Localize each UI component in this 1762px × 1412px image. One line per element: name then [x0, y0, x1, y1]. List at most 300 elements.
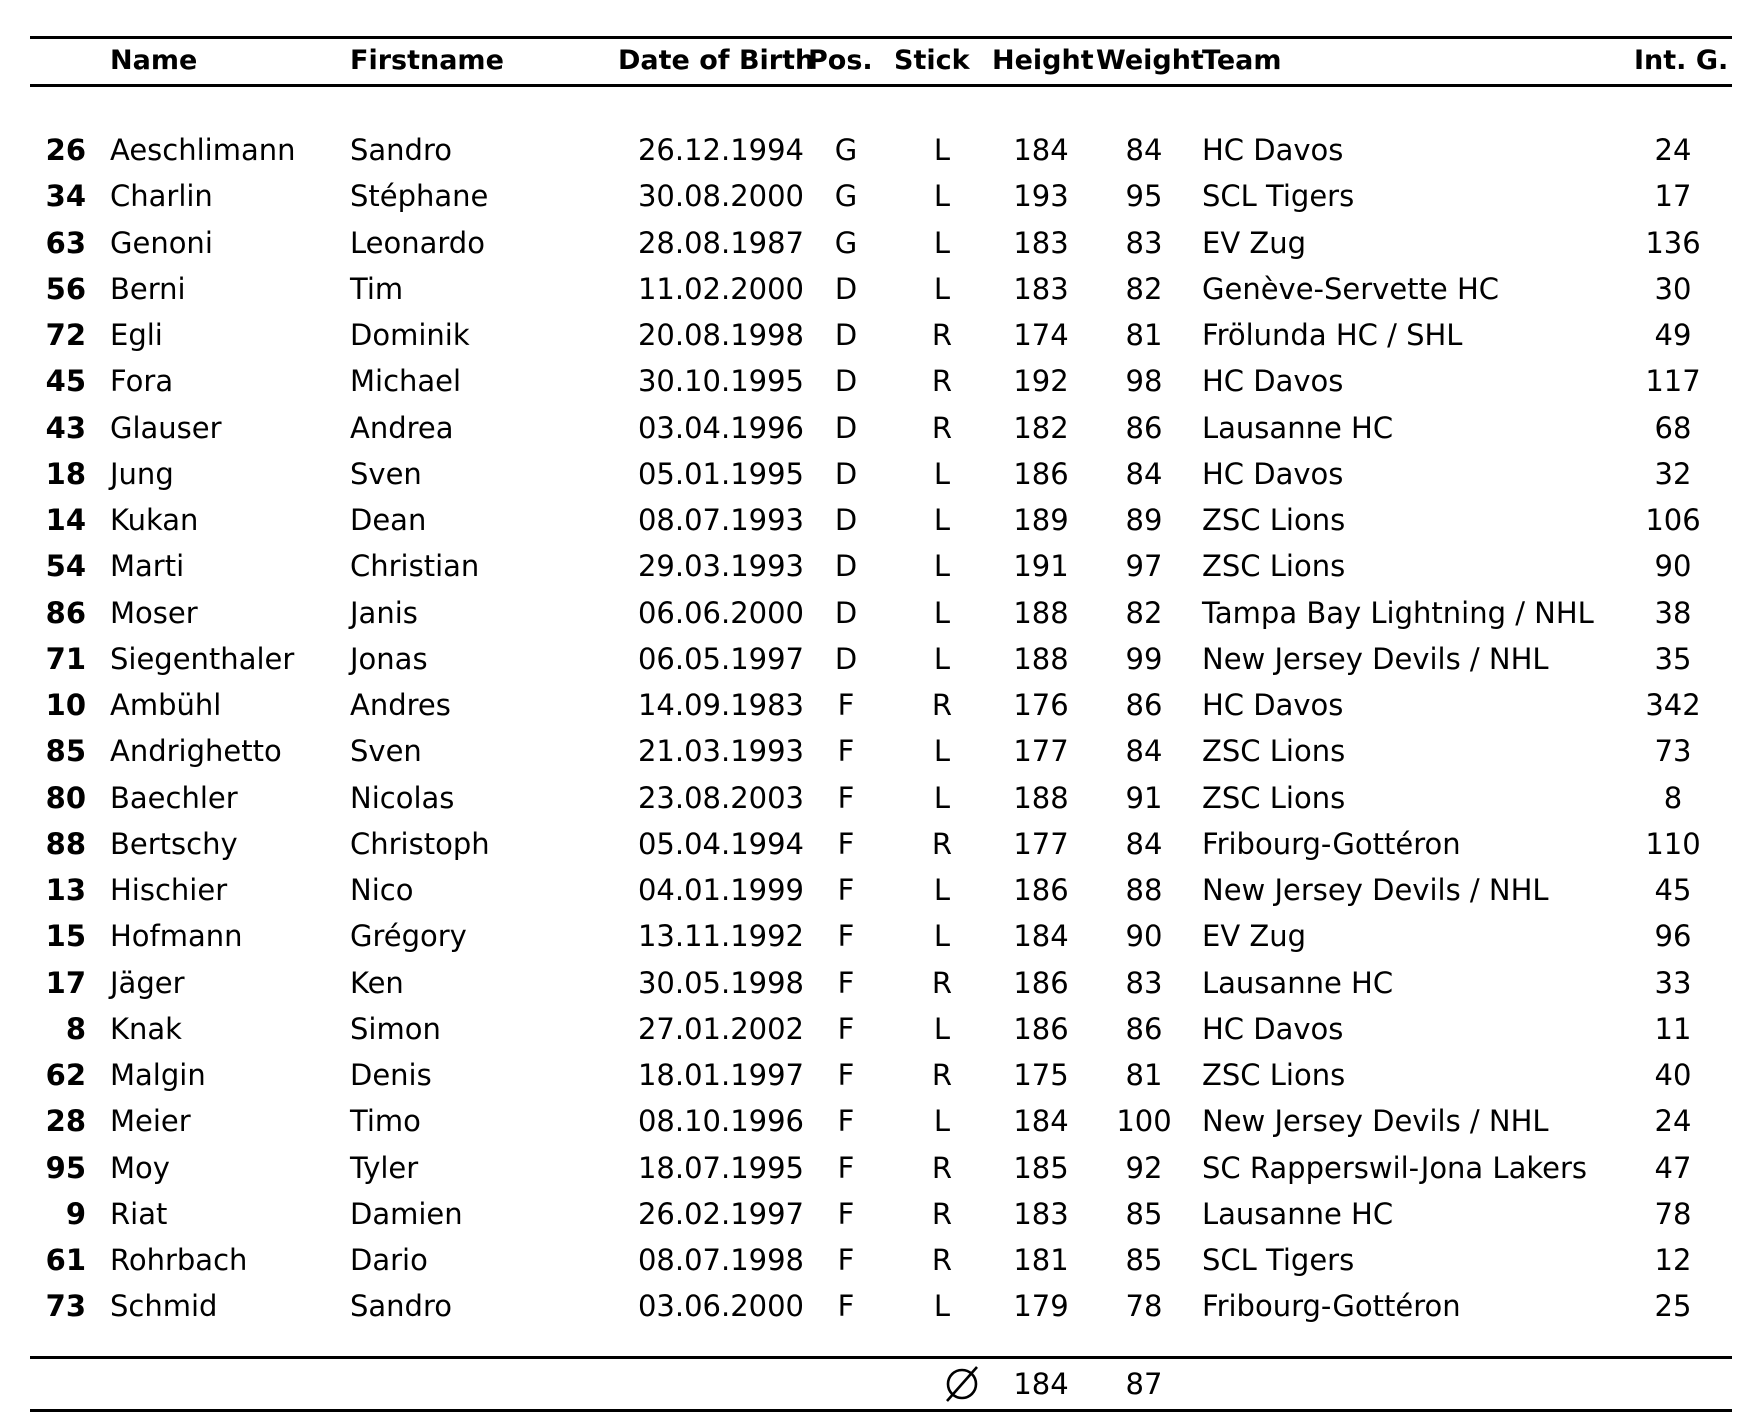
table-row	[30, 1006, 1732, 1052]
player-weight: 95	[1125, 179, 1163, 214]
player-height: 184	[1013, 1104, 1069, 1139]
player-weight: 82	[1125, 271, 1163, 306]
player-firstname: Sven	[350, 734, 422, 769]
player-team: Lausanne HC	[1202, 1196, 1394, 1231]
player-height: 183	[1013, 1196, 1069, 1231]
player-firstname: Jonas	[350, 641, 428, 676]
player-number: 9	[65, 1196, 86, 1231]
player-team: EV Zug	[1202, 225, 1307, 260]
header-team: Team	[1202, 45, 1282, 76]
average-weight: 87	[1125, 1367, 1163, 1401]
player-height: 186	[1013, 965, 1069, 1000]
player-name: Berni	[110, 271, 186, 306]
player-intg: 38	[1654, 595, 1692, 630]
header-row	[30, 38, 1732, 84]
player-position: D	[834, 549, 858, 584]
header-weight: Weight	[1096, 45, 1204, 76]
player-height: 176	[1013, 688, 1069, 722]
player-position: F	[837, 1243, 855, 1277]
header-stick: Stick	[894, 45, 970, 76]
player-firstname: Sandro	[350, 1289, 452, 1324]
player-intg: 106	[1645, 503, 1701, 537]
player-name: Hischier	[110, 873, 228, 907]
player-position: D	[834, 364, 858, 399]
player-intg: 49	[1654, 318, 1692, 352]
player-dob: 13.11.1992	[637, 919, 804, 954]
player-dob: 26.12.1994	[637, 133, 804, 167]
player-number: 61	[45, 1243, 86, 1277]
player-stick: L	[933, 595, 951, 630]
player-height: 188	[1013, 641, 1069, 676]
player-number: 8	[65, 1011, 86, 1046]
player-firstname: Sven	[350, 456, 422, 491]
player-team: Fribourg-Gottéron	[1202, 826, 1461, 861]
player-dob: 23.08.2003	[637, 780, 804, 815]
player-team: HC Davos	[1202, 456, 1344, 491]
table-row	[30, 1052, 1732, 1098]
player-height: 188	[1013, 595, 1069, 630]
player-firstname: Leonardo	[350, 225, 485, 260]
player-position: F	[837, 1289, 855, 1324]
player-height: 183	[1013, 225, 1069, 260]
player-number: 86	[45, 595, 86, 630]
player-number: 85	[45, 734, 86, 769]
player-position: D	[834, 503, 858, 537]
table-row	[30, 543, 1732, 589]
player-intg: 90	[1654, 549, 1692, 584]
player-number: 14	[45, 503, 86, 537]
player-weight: 92	[1125, 1150, 1163, 1185]
player-dob: 30.08.2000	[637, 179, 804, 214]
player-firstname: Dean	[350, 503, 427, 537]
player-position: F	[837, 780, 855, 815]
player-dob: 26.02.1997	[637, 1196, 804, 1231]
player-weight: 83	[1125, 965, 1163, 1000]
player-dob: 08.07.1998	[637, 1243, 804, 1277]
player-stick: L	[933, 919, 951, 954]
player-firstname: Nicolas	[350, 780, 455, 815]
player-firstname: Michael	[350, 364, 462, 399]
player-name: Meier	[110, 1104, 191, 1139]
player-team: ZSC Lions	[1202, 503, 1346, 537]
player-dob: 14.09.1983	[637, 688, 804, 722]
player-team: New Jersey Devils / NHL	[1202, 873, 1549, 907]
player-dob: 05.04.1994	[637, 826, 804, 861]
player-team: New Jersey Devils / NHL	[1202, 641, 1549, 676]
player-team: SCL Tigers	[1202, 1243, 1355, 1277]
player-firstname: Tyler	[350, 1150, 419, 1185]
table-row	[30, 682, 1732, 728]
player-number: 10	[45, 688, 86, 722]
player-stick: L	[933, 780, 951, 815]
table-row	[30, 1191, 1732, 1237]
player-name: Baechler	[110, 780, 238, 815]
player-weight: 97	[1125, 549, 1163, 584]
player-position: G	[834, 225, 858, 260]
table-row	[30, 636, 1732, 682]
player-intg: 11	[1654, 1011, 1692, 1046]
player-position: D	[834, 595, 858, 630]
player-dob: 29.03.1993	[637, 549, 804, 584]
player-firstname: Christoph	[350, 826, 490, 861]
player-dob: 18.07.1995	[637, 1150, 804, 1185]
player-intg: 12	[1654, 1243, 1692, 1277]
player-stick: L	[933, 873, 951, 907]
player-number: 43	[45, 410, 86, 445]
player-team: Lausanne HC	[1202, 965, 1394, 1000]
player-team: Fribourg-Gottéron	[1202, 1289, 1461, 1324]
table-row	[30, 266, 1732, 312]
player-height: 182	[1013, 410, 1069, 445]
player-weight: 84	[1125, 456, 1163, 491]
table-row	[30, 590, 1732, 636]
player-weight: 89	[1125, 503, 1163, 537]
player-number: 18	[45, 456, 86, 491]
player-height: 181	[1013, 1243, 1069, 1277]
player-firstname: Nico	[350, 873, 414, 907]
player-dob: 30.10.1995	[637, 364, 804, 399]
table-row	[30, 913, 1732, 959]
player-dob: 11.02.2000	[637, 271, 804, 306]
player-stick: L	[933, 225, 951, 260]
player-intg: 110	[1645, 826, 1701, 861]
player-height: 175	[1013, 1058, 1069, 1092]
player-position: D	[834, 271, 858, 306]
player-team: EV Zug	[1202, 919, 1307, 954]
player-stick: L	[933, 271, 951, 306]
player-intg: 40	[1654, 1058, 1692, 1092]
averages-row	[30, 1361, 1732, 1407]
average-height: 184	[1013, 1367, 1069, 1401]
player-firstname: Grégory	[350, 919, 467, 954]
player-height: 188	[1013, 780, 1069, 815]
player-name: Riat	[110, 1196, 168, 1231]
player-firstname: Tim	[350, 271, 404, 306]
player-team: ZSC Lions	[1202, 549, 1346, 584]
header-name: Name	[110, 45, 198, 76]
table-row	[30, 728, 1732, 774]
player-weight: 82	[1125, 595, 1163, 630]
player-stick: L	[933, 1104, 951, 1139]
player-team: New Jersey Devils / NHL	[1202, 1104, 1549, 1139]
table-row	[30, 220, 1732, 266]
table-row	[30, 173, 1732, 219]
player-name: Moser	[110, 595, 198, 630]
player-intg: 136	[1645, 225, 1701, 260]
header-intg: Int. G.	[1634, 45, 1729, 76]
header-rule	[30, 84, 1732, 87]
player-intg: 117	[1645, 364, 1701, 399]
player-dob: 30.05.1998	[637, 965, 804, 1000]
table-row	[30, 405, 1732, 451]
player-firstname: Sandro	[350, 133, 452, 167]
player-position: F	[837, 734, 855, 769]
player-dob: 08.10.1996	[637, 1104, 804, 1139]
player-intg: 25	[1654, 1289, 1692, 1324]
player-stick: R	[931, 364, 953, 399]
player-weight: 84	[1125, 826, 1163, 861]
table-row	[30, 358, 1732, 404]
player-position: F	[837, 826, 855, 861]
player-position: F	[837, 688, 855, 722]
player-stick: L	[933, 549, 951, 584]
player-firstname: Andrea	[350, 410, 454, 445]
header-height: Height	[992, 45, 1094, 76]
player-dob: 03.06.2000	[637, 1289, 804, 1324]
player-team: ZSC Lions	[1202, 1058, 1346, 1092]
player-firstname: Ken	[350, 965, 404, 1000]
player-name: Ambühl	[110, 688, 222, 722]
player-dob: 20.08.1998	[637, 318, 804, 352]
player-name: Kukan	[110, 503, 199, 537]
player-stick: R	[931, 1058, 953, 1092]
table-row	[30, 312, 1732, 358]
player-number: 63	[45, 225, 86, 260]
table-row	[30, 867, 1732, 913]
footer-top-rule	[30, 1356, 1732, 1359]
player-team: SCL Tigers	[1202, 179, 1355, 214]
player-position: D	[834, 641, 858, 676]
player-weight: 83	[1125, 225, 1163, 260]
player-height: 184	[1013, 133, 1069, 167]
player-intg: 35	[1654, 641, 1692, 676]
player-name: Rohrbach	[110, 1243, 248, 1277]
player-weight: 81	[1125, 318, 1163, 352]
table-row	[30, 451, 1732, 497]
player-stick: L	[933, 734, 951, 769]
table-row	[30, 497, 1732, 543]
player-stick: L	[933, 1011, 951, 1046]
player-number: 73	[45, 1289, 86, 1324]
player-dob: 05.01.1995	[637, 456, 804, 491]
table-row	[30, 1145, 1732, 1191]
player-weight: 91	[1125, 780, 1163, 815]
table-row	[30, 821, 1732, 867]
player-height: 177	[1013, 826, 1069, 861]
player-firstname: Simon	[350, 1011, 441, 1046]
player-stick: R	[931, 410, 953, 445]
player-firstname: Damien	[350, 1196, 463, 1231]
player-height: 174	[1013, 318, 1069, 352]
player-stick: L	[933, 503, 951, 537]
player-stick: L	[933, 179, 951, 214]
player-number: 71	[45, 641, 86, 676]
player-dob: 08.07.1993	[637, 503, 804, 537]
player-height: 191	[1013, 549, 1069, 584]
player-weight: 88	[1125, 873, 1163, 907]
player-name: Marti	[110, 549, 185, 584]
player-position: F	[837, 1104, 855, 1139]
player-number: 95	[45, 1150, 86, 1185]
player-position: G	[834, 179, 858, 214]
player-height: 184	[1013, 919, 1069, 954]
player-stick: R	[931, 826, 953, 861]
player-firstname: Dario	[350, 1243, 428, 1277]
player-number: 26	[45, 133, 86, 167]
player-name: Jäger	[110, 965, 185, 1000]
player-number: 72	[45, 318, 86, 352]
player-intg: 45	[1654, 873, 1692, 907]
player-firstname: Stéphane	[350, 179, 489, 214]
player-dob: 06.06.2000	[637, 595, 804, 630]
player-dob: 06.05.1997	[637, 641, 804, 676]
table-row	[30, 1283, 1732, 1329]
player-team: HC Davos	[1202, 364, 1344, 399]
player-weight: 84	[1125, 133, 1163, 167]
player-dob: 28.08.1987	[637, 225, 804, 260]
player-weight: 98	[1125, 364, 1163, 399]
player-team: Genève-Servette HC	[1202, 271, 1500, 306]
player-position: F	[837, 965, 855, 1000]
player-height: 186	[1013, 1011, 1069, 1046]
player-stick: R	[931, 318, 953, 352]
player-weight: 86	[1125, 1011, 1163, 1046]
player-intg: 47	[1654, 1150, 1692, 1185]
player-number: 54	[45, 549, 86, 584]
player-position: D	[834, 456, 858, 491]
player-weight: 78	[1125, 1289, 1163, 1324]
player-number: 17	[45, 965, 86, 1000]
player-number: 80	[45, 780, 86, 815]
player-weight: 85	[1125, 1243, 1163, 1277]
player-position: F	[837, 1196, 855, 1231]
player-position: F	[837, 1011, 855, 1046]
player-stick: L	[933, 641, 951, 676]
player-team: Frölunda HC / SHL	[1202, 318, 1463, 352]
player-name: Andrighetto	[110, 734, 282, 769]
player-firstname: Dominik	[350, 318, 470, 352]
player-name: Genoni	[110, 225, 213, 260]
player-firstname: Denis	[350, 1058, 432, 1092]
player-stick: R	[931, 1150, 953, 1185]
player-weight: 99	[1125, 641, 1163, 676]
player-name: Moy	[110, 1150, 170, 1185]
player-stick: R	[931, 1243, 953, 1277]
player-name: Bertschy	[110, 826, 238, 861]
player-team: ZSC Lions	[1202, 780, 1346, 815]
player-weight: 84	[1125, 734, 1163, 769]
player-height: 185	[1013, 1150, 1069, 1185]
player-position: G	[834, 133, 858, 167]
player-number: 13	[45, 873, 86, 907]
player-number: 45	[45, 364, 86, 399]
player-dob: 04.01.1999	[637, 873, 804, 907]
player-intg: 342	[1645, 688, 1701, 722]
player-stick: L	[933, 456, 951, 491]
player-name: Glauser	[110, 410, 222, 445]
header-pos: Pos.	[808, 45, 873, 76]
player-name: Fora	[110, 364, 174, 399]
player-name: Egli	[110, 318, 163, 352]
player-name: Schmid	[110, 1289, 218, 1324]
player-stick: R	[931, 1196, 953, 1231]
player-name: Knak	[110, 1011, 182, 1046]
player-name: Hofmann	[110, 919, 243, 954]
player-intg: 96	[1654, 919, 1692, 954]
player-name: Malgin	[110, 1058, 206, 1092]
player-weight: 86	[1125, 688, 1163, 722]
player-weight: 90	[1125, 919, 1163, 954]
player-team: Tampa Bay Lightning / NHL	[1202, 595, 1594, 630]
player-position: D	[834, 318, 858, 352]
player-number: 15	[45, 919, 86, 954]
player-name: Siegenthaler	[110, 641, 295, 676]
player-dob: 27.01.2002	[637, 1011, 804, 1046]
player-intg: 68	[1654, 410, 1692, 445]
player-number: 28	[45, 1104, 86, 1139]
player-stick: L	[933, 1289, 951, 1324]
player-stick: L	[933, 133, 951, 167]
player-weight: 86	[1125, 410, 1163, 445]
player-position: F	[837, 1058, 855, 1092]
player-dob: 03.04.1996	[637, 410, 804, 445]
player-height: 186	[1013, 873, 1069, 907]
player-firstname: Janis	[350, 595, 418, 630]
player-height: 193	[1013, 179, 1069, 214]
player-intg: 73	[1654, 734, 1692, 769]
player-intg: 24	[1654, 1104, 1692, 1139]
player-name: Charlin	[110, 179, 213, 214]
player-position: F	[837, 873, 855, 907]
player-intg: 17	[1654, 179, 1692, 214]
player-intg: 33	[1654, 965, 1692, 1000]
player-number: 62	[45, 1058, 86, 1092]
table-row	[30, 127, 1732, 173]
player-name: Jung	[110, 456, 174, 491]
table-row	[30, 1237, 1732, 1283]
player-stick: R	[931, 965, 953, 1000]
header-firstname: Firstname	[350, 45, 504, 76]
player-firstname: Christian	[350, 549, 480, 584]
player-number: 56	[45, 271, 86, 306]
player-intg: 78	[1654, 1196, 1692, 1231]
player-dob: 21.03.1993	[637, 734, 804, 769]
player-weight: 85	[1125, 1196, 1163, 1231]
player-position: F	[837, 919, 855, 954]
player-height: 179	[1013, 1289, 1069, 1324]
player-weight: 100	[1116, 1104, 1172, 1139]
player-intg: 30	[1654, 271, 1692, 306]
player-stick: R	[931, 688, 953, 722]
player-team: SC Rapperswil-Jona Lakers	[1202, 1150, 1587, 1185]
player-height: 189	[1013, 503, 1069, 537]
player-position: F	[837, 1150, 855, 1185]
player-team: HC Davos	[1202, 688, 1344, 722]
player-weight: 81	[1125, 1058, 1163, 1092]
player-team: ZSC Lions	[1202, 734, 1346, 769]
player-intg: 8	[1663, 780, 1683, 815]
player-height: 177	[1013, 734, 1069, 769]
player-intg: 24	[1654, 133, 1692, 167]
player-height: 183	[1013, 271, 1069, 306]
table-row	[30, 775, 1732, 821]
table-row	[30, 960, 1732, 1006]
player-number: 34	[45, 179, 86, 214]
player-team: Lausanne HC	[1202, 410, 1394, 445]
player-firstname: Timo	[350, 1104, 421, 1139]
player-height: 192	[1013, 364, 1069, 399]
player-team: HC Davos	[1202, 133, 1344, 167]
player-dob: 18.01.1997	[637, 1058, 804, 1092]
player-number: 88	[45, 826, 86, 861]
header-dob: Date of Birth	[618, 45, 815, 76]
player-team: HC Davos	[1202, 1011, 1344, 1046]
player-intg: 32	[1654, 456, 1692, 491]
player-position: D	[834, 410, 858, 445]
player-height: 186	[1013, 456, 1069, 491]
table-row	[30, 1098, 1732, 1144]
player-firstname: Andres	[350, 688, 451, 722]
